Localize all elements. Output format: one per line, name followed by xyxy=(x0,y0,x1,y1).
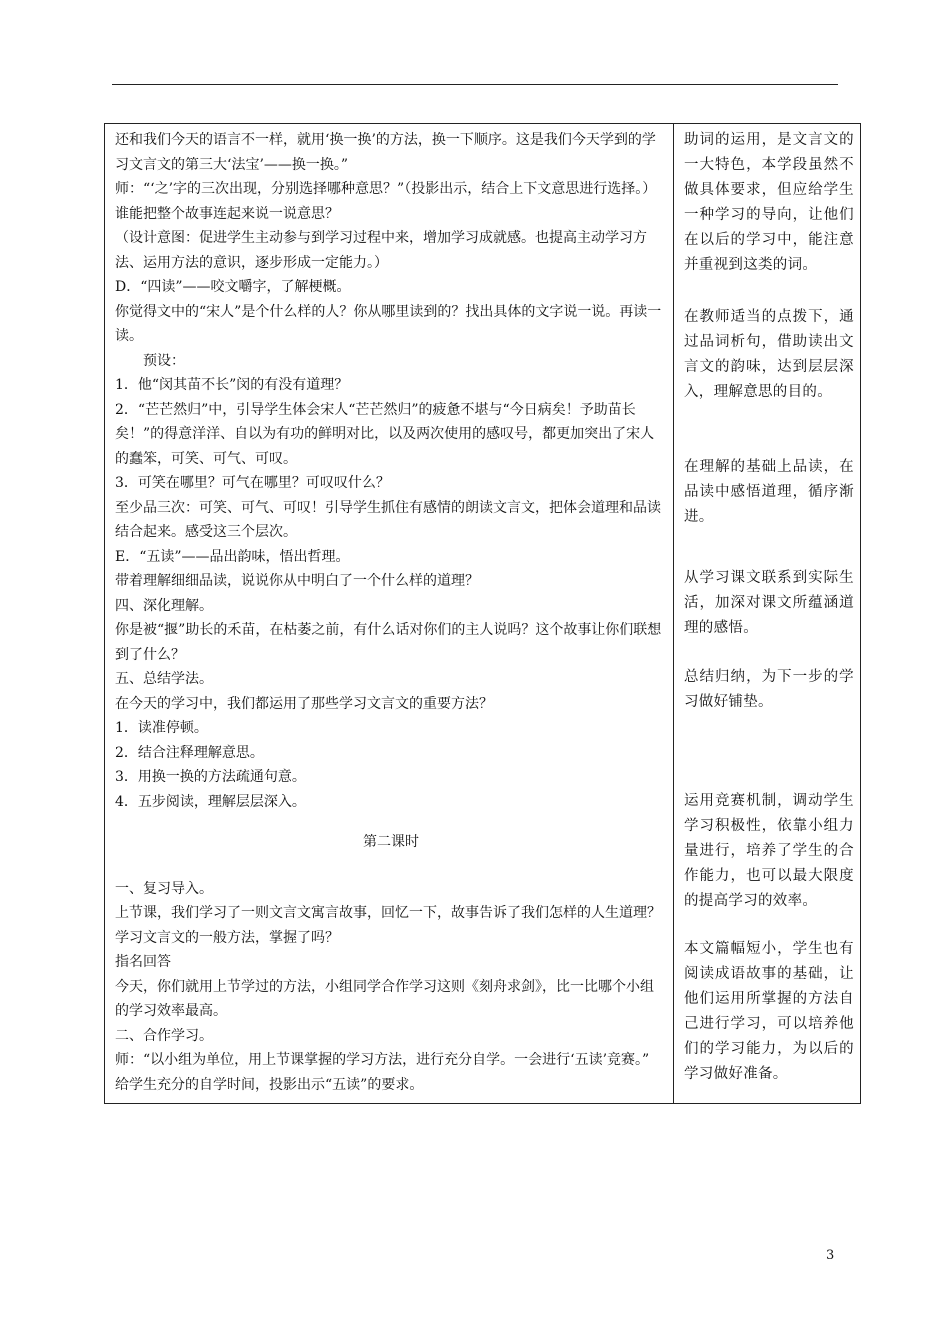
list-item: 3．用换一换的方法疏通句意。 xyxy=(115,769,306,785)
list-item: 4．五步阅读，理解层层深入。 xyxy=(115,793,306,810)
paragraph: 带着理解细细品读，说说你从中明白了一个什么样的道理？ xyxy=(115,573,479,589)
lesson-plan-table xyxy=(104,123,861,1104)
paragraph: 在今天的学习中，我们都运用了那些学习文言文的重要方法？ xyxy=(115,695,493,712)
paragraph: 预设： xyxy=(143,352,185,369)
design-notes-cell xyxy=(674,124,861,1104)
design-note: 总结归纳，为下一步的学习做好铺垫。 xyxy=(684,669,854,710)
paragraph: 师：“‘之’字的三次出现，分别选择哪种意思？”（投影出示，结合上下文意思进行选择。） xyxy=(115,181,657,197)
list-item: 2．“芒芒然归”中，引导学生体会宋人“芒芒然归”的疲惫不堪与“今日病矣！予助苗长矣！”的得意洋洋、自以为有功的鲜明对比，以及两次使用的感叹号，都更加突出了宋人的蠢笨，可笑、可气、可叹。 xyxy=(115,401,655,467)
paragraph: 谁能把整个故事连起来说一说意思？ xyxy=(115,205,339,222)
paragraph: 师：“以小组为单位，用上节课掌握的学习方法，进行充分自学。一会进行‘五读’竞赛。” xyxy=(115,1052,650,1068)
paragraph: 上节课，我们学习了一则文言文寓言故事，回忆一下，故事告诉了我们怎样的人生道理？ xyxy=(115,905,661,921)
paragraph: 你是被“揠”助长的禾苗，在枯萎之前，有什么话对你们的主人说吗？这个故事让你们联想到了什么？ xyxy=(115,622,662,663)
page-number: 3 xyxy=(826,1248,835,1263)
list-item: 1．他“闵其苗不长”闵的有没有道理？ xyxy=(115,377,349,393)
section-heading: 二、合作学习。 xyxy=(115,1027,213,1044)
design-note: 助词的运用，是文言文的一大特色，本学段虽然不做具体要求，但应给学生一种学习的导向，让他们在以后的学习中，能注意并重视到这类的词。 xyxy=(684,132,854,273)
list-item: 3．可笑在哪里？可气在哪里？可叹叹什么？ xyxy=(115,475,390,491)
section-heading: E．“五读”——品出韵味，悟出哲理。 xyxy=(115,548,350,565)
section-heading: D．“四读”——咬文嚼字，了解梗概。 xyxy=(115,279,351,295)
paragraph: 至少品三次：可笑、可气、可叹！引导学生抓住有感情的朗读文言文，把体会道理和品读结合起来。感受这三个层次。 xyxy=(115,499,661,540)
section-heading: 四、深化理解。 xyxy=(115,597,213,614)
paragraph: 给学生充分的自学时间，投影出示“五读”的要求。 xyxy=(115,1076,424,1093)
teaching-process-cell xyxy=(105,124,674,1104)
paragraph: 你觉得文中的“宋人”是个什么样的人？你从哪里读到的？找出具体的文字说一说。再读一读。 xyxy=(115,303,662,344)
paragraph: （设计意图：促进学生主动参与到学习过程中来，增加学习成就感。也提高主动学习方法、运用方法的意识，逐步形成一定能力。） xyxy=(115,230,647,271)
paragraph: 指名回答 xyxy=(115,954,171,970)
list-item: 1．读准停顿。 xyxy=(115,720,208,736)
paragraph: 还和我们今天的语言不一样，就用‘换一换’的方法，换一下顺序。这是我们今天学到的学习文言文的第三大‘法宝’——换一换。” xyxy=(115,132,656,173)
design-note: 在教师适当的点拨下，通过品词析句，借助读出文言文的韵味，达到层层深入，理解意思的目的。 xyxy=(684,309,854,400)
section-heading: 一、复习导入。 xyxy=(115,880,213,897)
design-note: 本文篇幅短小，学生也有阅读成语故事的基础，让他们运用所掌握的方法自己进行学习，可以培养他们的学习能力，为以后的学习做好准备。 xyxy=(684,941,854,1082)
paragraph: 今天，你们就用上节学过的方法，小组同学合作学习这则《刻舟求剑》，比一比哪个小组的学习效率最高。 xyxy=(115,978,654,1019)
design-note: 从学习课文联系到实际生活，加深对课文所蕴涵道理的感悟。 xyxy=(684,570,854,636)
section-heading: 五、总结学法。 xyxy=(115,671,213,687)
design-note: 在理解的基础上品读，在品读中感悟道理，循序渐进。 xyxy=(684,459,854,525)
lesson-period-title: 第二课时 xyxy=(363,834,419,850)
table-row xyxy=(105,124,861,1104)
header-rule xyxy=(112,84,838,85)
paragraph: 学习文言文的一般方法，掌握了吗？ xyxy=(115,929,339,946)
design-note: 运用竞赛机制，调动学生学习积极性，依靠小组力量进行，培养了学生的合作能力，也可以最大限度的提高学习的效率。 xyxy=(684,793,854,909)
list-item: 2．结合注释理解意思。 xyxy=(115,744,264,761)
